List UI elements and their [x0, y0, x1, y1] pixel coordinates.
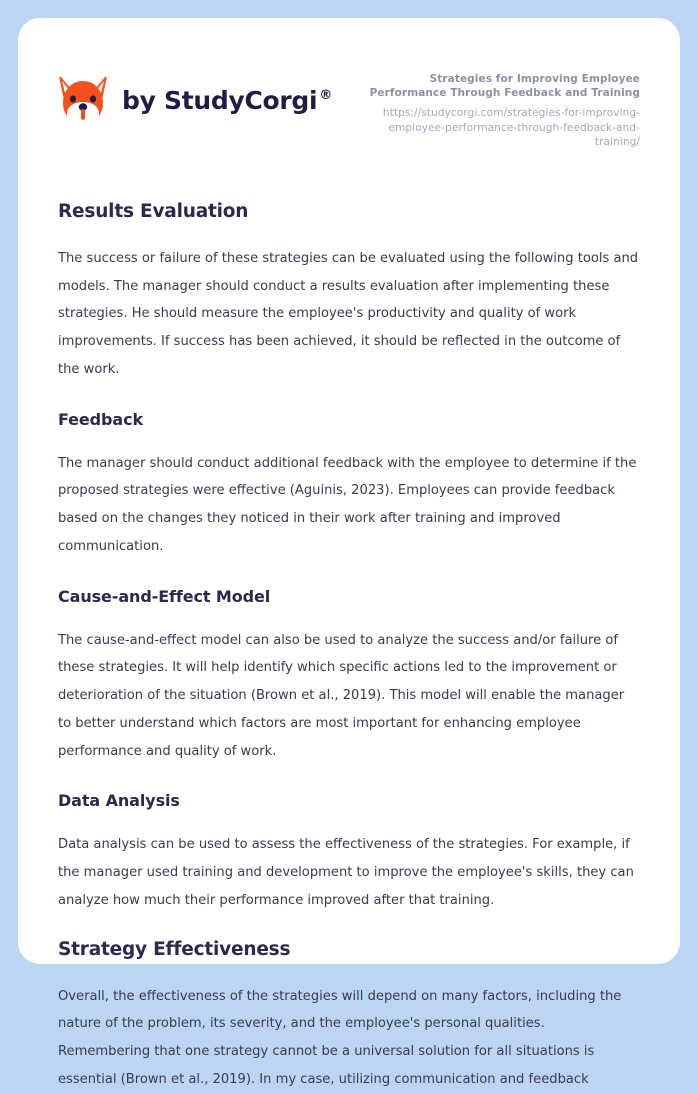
document-header — [58, 18, 640, 159]
article-body — [58, 159, 640, 1094]
document-source-url[interactable]: https://studycorgi.com/strategies-for-improving-employee-performance-through-feedback-and-training/ — [382, 107, 640, 148]
section-data-analysis — [58, 791, 640, 914]
document-sheet — [18, 18, 680, 1087]
brand-wordmark — [122, 86, 332, 115]
section-feedback — [58, 410, 640, 561]
section-results-evaluation — [58, 201, 640, 384]
section-cause-and-effect-model — [58, 587, 640, 766]
section-heading: Data Analysis — [58, 791, 180, 811]
corgi-logo-icon — [58, 74, 108, 126]
section-paragraph: The cause-and-effect model can also be used to analyze the success and/or failure of these strategies. It will help identify which specific actions led to the improvement or deterioration of the situation (Brown et al., 2019). This model will enable the manager to better understand which factors are most important for enhancing employee performance and quality of work. — [58, 632, 625, 759]
section-paragraph: Data analysis can be used to assess the effectiveness of the strategies. For example, if the manager used training and development to improve the employee's skills, they can analyze how much their performance improved after that training. — [58, 837, 634, 908]
document-meta — [332, 68, 640, 149]
registered-trademark-icon: ® — [319, 88, 332, 104]
section-paragraph: The manager should conduct additional feedback with the employee to determine if the proposed strategies were effective (Aguinis, 2023). Employees can provide feedback based on the changes they noticed in their work after training and improved communication. — [58, 455, 637, 554]
section-heading: Results Evaluation — [58, 200, 249, 222]
document-title: Strategies for Improving Employee Performance Through Feedback and Training — [369, 73, 640, 100]
section-heading: Strategy Effectiveness — [58, 938, 291, 960]
section-strategy-effectiveness — [58, 939, 640, 1094]
section-paragraph: The success or failure of these strategies can be evaluated using the following tools and models. The manager should conduct a results evaluation after implementing these strategies. He should measure the employee's productivity and quality of work improvements. If success has been achieved, it should be reflected in the outcome of the work. — [58, 250, 639, 377]
section-heading: Feedback — [58, 409, 144, 429]
section-heading: Cause-and-Effect Model — [58, 586, 271, 606]
brand-wordmark-text: by StudyCorgi — [122, 85, 318, 115]
brand-lockup — [58, 68, 332, 126]
section-paragraph: Overall, the effectiveness of the strategies will depend on many factors, including the nature of the problem, its severity, and the employee's personal qualities. Remembering that one strategy cannot be a universal solution for all situations is essential (Brown et al., 2019). In my case, utilizing communication and feedback — [58, 988, 622, 1087]
